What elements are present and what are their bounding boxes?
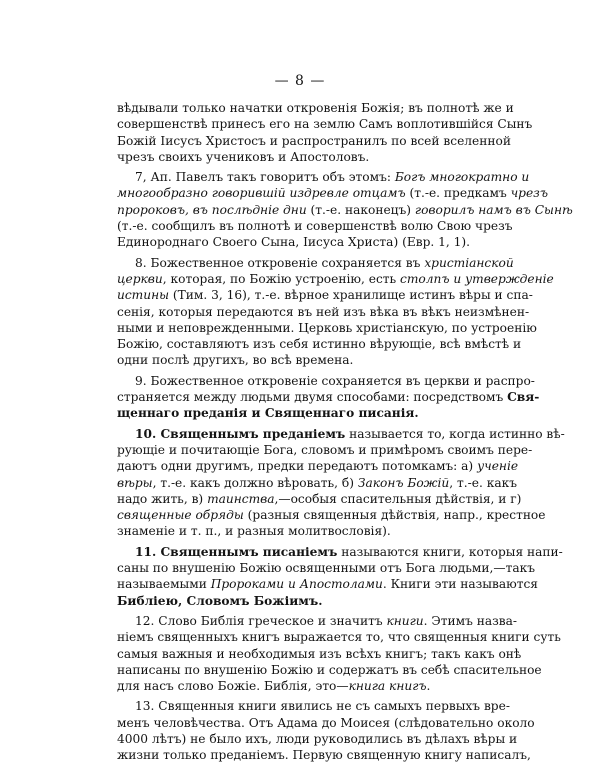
text-run: ,—особыя спасительныя дѣйствія, и г) [274,491,522,506]
text-run: 7, Ап. Павелъ такъ говоритъ объ этомъ: [135,170,395,185]
text-line [117,731,518,747]
text-line [117,646,522,662]
text-line [117,255,514,271]
text-run: называемыми [117,577,211,592]
text-run: . [426,679,431,694]
text-line [117,304,530,320]
text-run: даютъ одни другимъ, предки передаютъ потомкамъ: а) [117,459,478,474]
text-line [117,389,540,405]
text-run: (разныя священныя дѣйствія, напр., крестное [243,508,546,523]
italic-run: Богъ многократно и [394,170,530,185]
text-run: , т.-е. какъ [449,475,517,490]
paragraph [117,169,573,250]
italic-run: вѣры [117,475,153,490]
italic-run: книга книгъ [348,679,427,694]
text-run: ными и неповрежденными. Церковь христіанскую, по устроенію [117,320,537,335]
text-line [117,560,535,576]
text-run: рующіе и почитающіе Бога, словомъ и примѣромъ своимъ пере- [117,442,533,457]
text-run: надо жить, в) [117,491,208,506]
text-run: (т.-е. наконецъ) [306,202,415,217]
text-line [117,287,533,303]
italic-run: пророковъ, въ послѣдніе дни [117,202,307,217]
italic-run: ученіе [477,459,519,474]
text-run: чрезъ своихъ учениковъ и Апостоловъ. [117,149,370,164]
text-line [117,678,489,694]
paragraph [117,613,561,694]
text-run: Единороднаго Своего Сына, Іисуса Христа) (Евр. 1, 1). [117,235,471,250]
text-run: жизни только преданіемъ. Первую священную книгу написалъ, [117,748,531,763]
text-run: саны по внушенію Божію освященными отъ Бога людьми,—такъ [117,561,535,576]
paragraph [117,698,535,763]
text-line [117,544,563,560]
page-body-text [117,100,573,764]
text-run: 8. Божественное откровеніе сохраняется въ [135,255,425,270]
text-line [117,373,535,389]
italic-run: многообразно говорившій издревле отцамъ [117,186,406,201]
text-line [117,491,522,507]
text-run: , т.-е. какъ должно вѣровать, б) [152,475,358,490]
text-line [117,458,519,474]
text-line [117,426,565,442]
text-run: одни послѣ другихъ, во всѣ времена. [117,353,354,368]
text-line [117,593,489,609]
paragraph [117,426,565,540]
italic-run: христіанской [424,255,514,270]
paragraph [117,100,533,165]
text-run: менъ человѣчества. Отъ Адама до Моисея (слѣдовательно около [117,715,535,730]
text-run: написаны по внушенію Божію и содержатъ въ себѣ спасительное [117,662,542,677]
text-line [117,662,542,678]
text-line [117,523,489,539]
bold-run: щеннаго преданія и Священнаго писанія. [117,406,419,421]
text-line [117,169,530,185]
text-run: для насъ слово Божіе. Библія, это— [117,679,349,694]
text-line [117,336,522,352]
paragraph [117,544,563,609]
text-run: , которая, по Божію устроенію, есть [162,271,401,286]
italic-run: церкви [117,271,163,286]
text-line [117,149,489,165]
italic-run: книги [386,613,424,628]
text-run: (т.-е. предкамъ [405,186,511,201]
text-run: называются книги, которыя напи- [337,544,563,559]
text-line [117,405,489,421]
text-line [117,475,517,491]
text-line [117,576,538,592]
italic-run: Пророками и Апостолами [210,577,383,592]
paragraph [117,255,554,369]
page-number: — 8 — [274,73,326,89]
text-run: страняется между людьми двумя способами: посредствомъ [117,390,508,405]
italic-run: священные обряды [117,508,244,523]
bold-run: 10. Священнымъ преданіемъ [135,426,346,441]
bold-run: Библіею, Словомъ Божіимъ. [117,593,323,608]
text-run: . Книги эти называются [382,577,538,592]
text-line [117,218,513,234]
text-line [117,202,573,218]
text-line [117,100,514,116]
text-line [117,715,535,731]
text-line [117,698,510,714]
italic-run: Законъ Божій [357,475,450,490]
text-line [117,613,517,629]
text-run: (Тим. 3, 16), т.-е. вѣрное хранилище истинъ вѣры и спа- [169,288,533,303]
italic-run: чрезъ [510,186,548,201]
text-run: 4000 лѣтъ) не было ихъ, люди руководились въ дѣлахъ вѣры и [117,731,518,746]
text-run: 9. Божественное откровеніе сохраняется въ церкви и распро- [135,373,535,388]
text-line [117,234,489,250]
italic-run: таинства [207,491,275,506]
text-line [117,133,511,149]
text-run: . Этимъ назва- [423,613,517,628]
text-run: знаменіе и т. п., и разныя молитвословія). [117,524,391,539]
text-line [117,271,554,287]
text-run: совершенствѣ принесъ его на землю Самъ воплотившійся Сынъ [117,117,533,132]
bold-run: Свя- [507,390,540,405]
text-line [117,507,546,523]
paragraph [117,373,540,422]
italic-run: истины [117,288,170,303]
text-line [117,116,533,132]
text-line [117,320,537,336]
text-run: 13. Священныя книги явились не съ самыхъ первыхъ вре- [135,699,510,714]
text-run: сенія, которыя передаются въ ней изъ вѣка въ вѣкъ неизмѣнен- [117,304,530,319]
text-run: Божію, составляютъ изъ себя истинно вѣрующіе, всѣ вмѣстѣ и [117,337,522,352]
text-run: самыя важныя и необходимыя изъ всѣхъ книгъ; такъ какъ онѣ [117,646,522,661]
italic-run: столпъ и утвержденіе [400,271,554,286]
text-run: называется то, когда истинно вѣ- [345,426,565,441]
text-run: Божій Іисусъ Христосъ и распространилъ по всей вселенной [117,133,511,148]
italic-run: говорилъ намъ въ Сынѣ [414,202,573,217]
text-line [117,629,561,645]
text-line [117,442,533,458]
text-run: вѣдывали только начатки откровенія Божія; въ полнотѣ же и [117,101,514,115]
text-run: ніемъ священныхъ книгъ выражается то, что священныя книги суть [117,630,561,645]
text-run: (т.-е. сообщилъ въ полнотѣ и совершенствѣ волю Свою чрезъ [117,219,513,234]
text-line [117,352,489,368]
text-run: 12. Слово Библія греческое и значитъ [135,613,387,628]
bold-run: 11. Священнымъ писаніемъ [135,544,338,559]
text-line [117,185,548,201]
